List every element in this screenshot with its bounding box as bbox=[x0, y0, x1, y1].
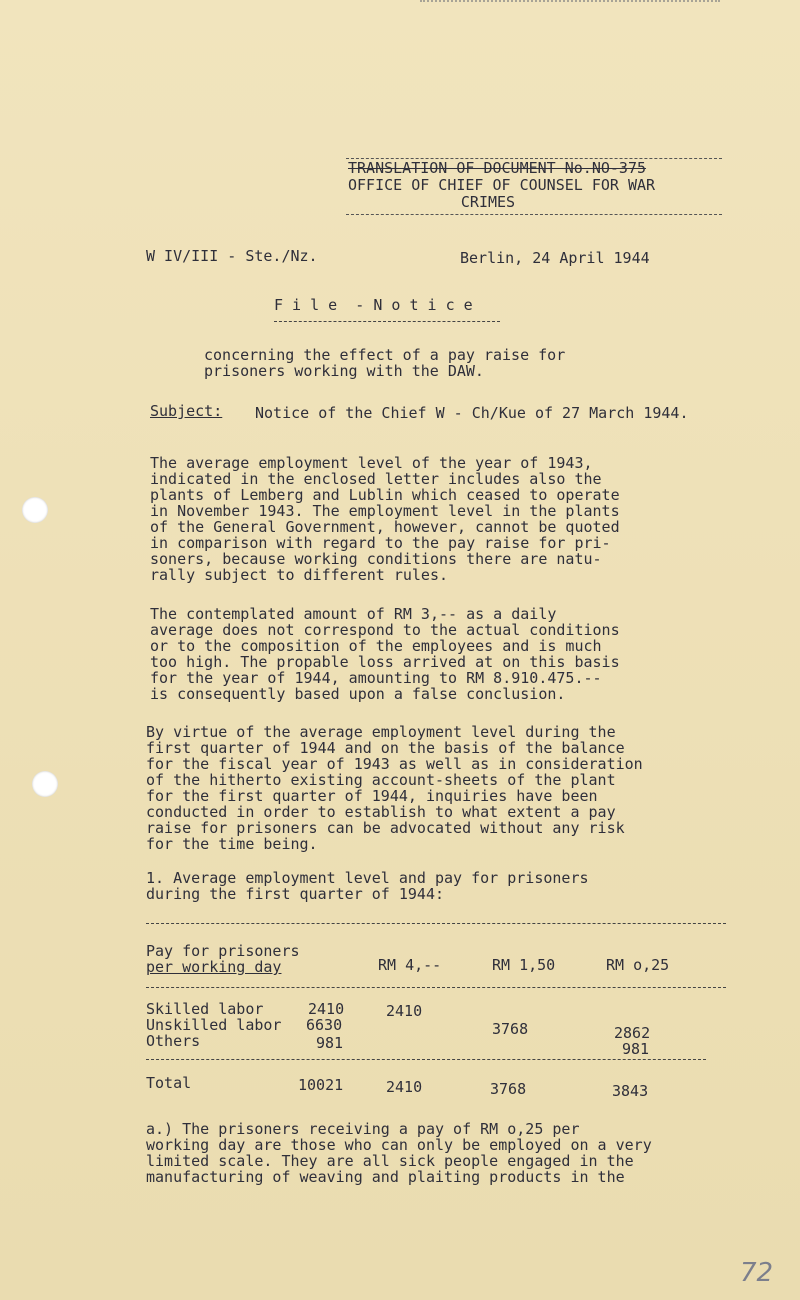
punch-hole-lower bbox=[32, 771, 58, 797]
file-notice-title: F i l e - N o t i c e bbox=[274, 296, 473, 314]
table-total-cell-2: 3768 bbox=[490, 1080, 527, 1098]
table-rule-bottom bbox=[146, 1059, 706, 1060]
item-1: 1. Average employment level and pay for prisoners during the first quarter of 1944: bbox=[146, 869, 589, 903]
table-row-cell: 2862 bbox=[614, 1024, 651, 1042]
file-notice-underline bbox=[274, 321, 500, 322]
table-total-cell-3: 3843 bbox=[612, 1082, 649, 1100]
table-row-label: Unskilled labor bbox=[146, 1016, 282, 1034]
table-total-cell-1: 2410 bbox=[386, 1078, 423, 1096]
table-total-total: 10021 bbox=[298, 1076, 344, 1094]
note-a: a.) The prisoners receiving a pay of RM o,25 per working day are those who can only be employed on a very limited scale. They are all sick people engaged in the manufacturing of weaving and plaiting products in the bbox=[146, 1120, 652, 1186]
header-line-1: TRANSLATION OF DOCUMENT No.NO-375 bbox=[348, 159, 647, 177]
subject-text: Notice of the Chief W - Ch/Kue of 27 March 1944. bbox=[255, 404, 689, 422]
table-row-cell: 3768 bbox=[492, 1020, 529, 1038]
table-rule-top bbox=[146, 923, 726, 924]
table-col-header-2: RM 1,50 bbox=[492, 956, 556, 974]
table-header-label-1: Pay for prisoners bbox=[146, 942, 300, 960]
header-rule-bottom bbox=[346, 214, 722, 215]
table-total-label: Total bbox=[146, 1074, 192, 1092]
table-row-total: 2410 bbox=[308, 1000, 345, 1018]
table-row-label: Others bbox=[146, 1032, 201, 1050]
header-line-2: OFFICE OF CHIEF OF COUNSEL FOR WAR bbox=[348, 176, 656, 194]
table-col-header-1: RM 4,-- bbox=[378, 956, 442, 974]
place-date: Berlin, 24 April 1944 bbox=[460, 249, 650, 267]
table-row-cell: 2410 bbox=[386, 1002, 423, 1020]
translation-header bbox=[348, 160, 718, 211]
header-line-3: CRIMES bbox=[460, 193, 516, 211]
page-number: 72 bbox=[740, 1258, 774, 1288]
concerning-text: concerning the effect of a pay raise for prisoners working with the DAW. bbox=[204, 346, 566, 380]
paragraph-3: By virtue of the average employment level during the first quarter of 1944 and on the basis of the balance for the fiscal year of 1943 as well as in consideration of the hitherto existing account-sheets of the plant for the first quarter of 1944, inquiries have been conducted in order to establish to what extent a pay raise for prisoners can be advocated without any risk for the time being. bbox=[146, 723, 643, 853]
paragraph-2: The contemplated amount of RM 3,-- as a daily average does not correspond to the actual conditions or to the composition of the employees and is much too high. The propable loss arrived at on this basis for the year of 1944, amounting to RM 8.910.475.-- is consequently based upon a false conclusion. bbox=[150, 605, 620, 703]
table-rule-mid bbox=[146, 987, 726, 988]
punch-hole-upper bbox=[22, 497, 48, 523]
table-header-label-2: per working day bbox=[146, 958, 282, 976]
top-edge-marks bbox=[420, 0, 720, 5]
table-row-label: Skilled labor bbox=[146, 1000, 264, 1018]
table-col-header-3: RM o,25 bbox=[606, 956, 670, 974]
table-row-total: 981 bbox=[316, 1034, 344, 1052]
table-row-total: 6630 bbox=[306, 1016, 343, 1034]
subject-label: Subject: bbox=[150, 402, 223, 420]
paragraph-1: The average employment level of the year of 1943, indicated in the enclosed letter includes also the plants of Lemberg and Lublin which ceased to operate in November 1943. The employment level in the plants of the General Government, however, cannot be quoted in comparison with regard to the pay raise for pri- soners, because working conditions there are natu- rally subject to different rules. bbox=[150, 454, 620, 584]
reference-code: W IV/III - Ste./Nz. bbox=[146, 247, 318, 265]
table-row-cell: 981 bbox=[622, 1040, 650, 1058]
